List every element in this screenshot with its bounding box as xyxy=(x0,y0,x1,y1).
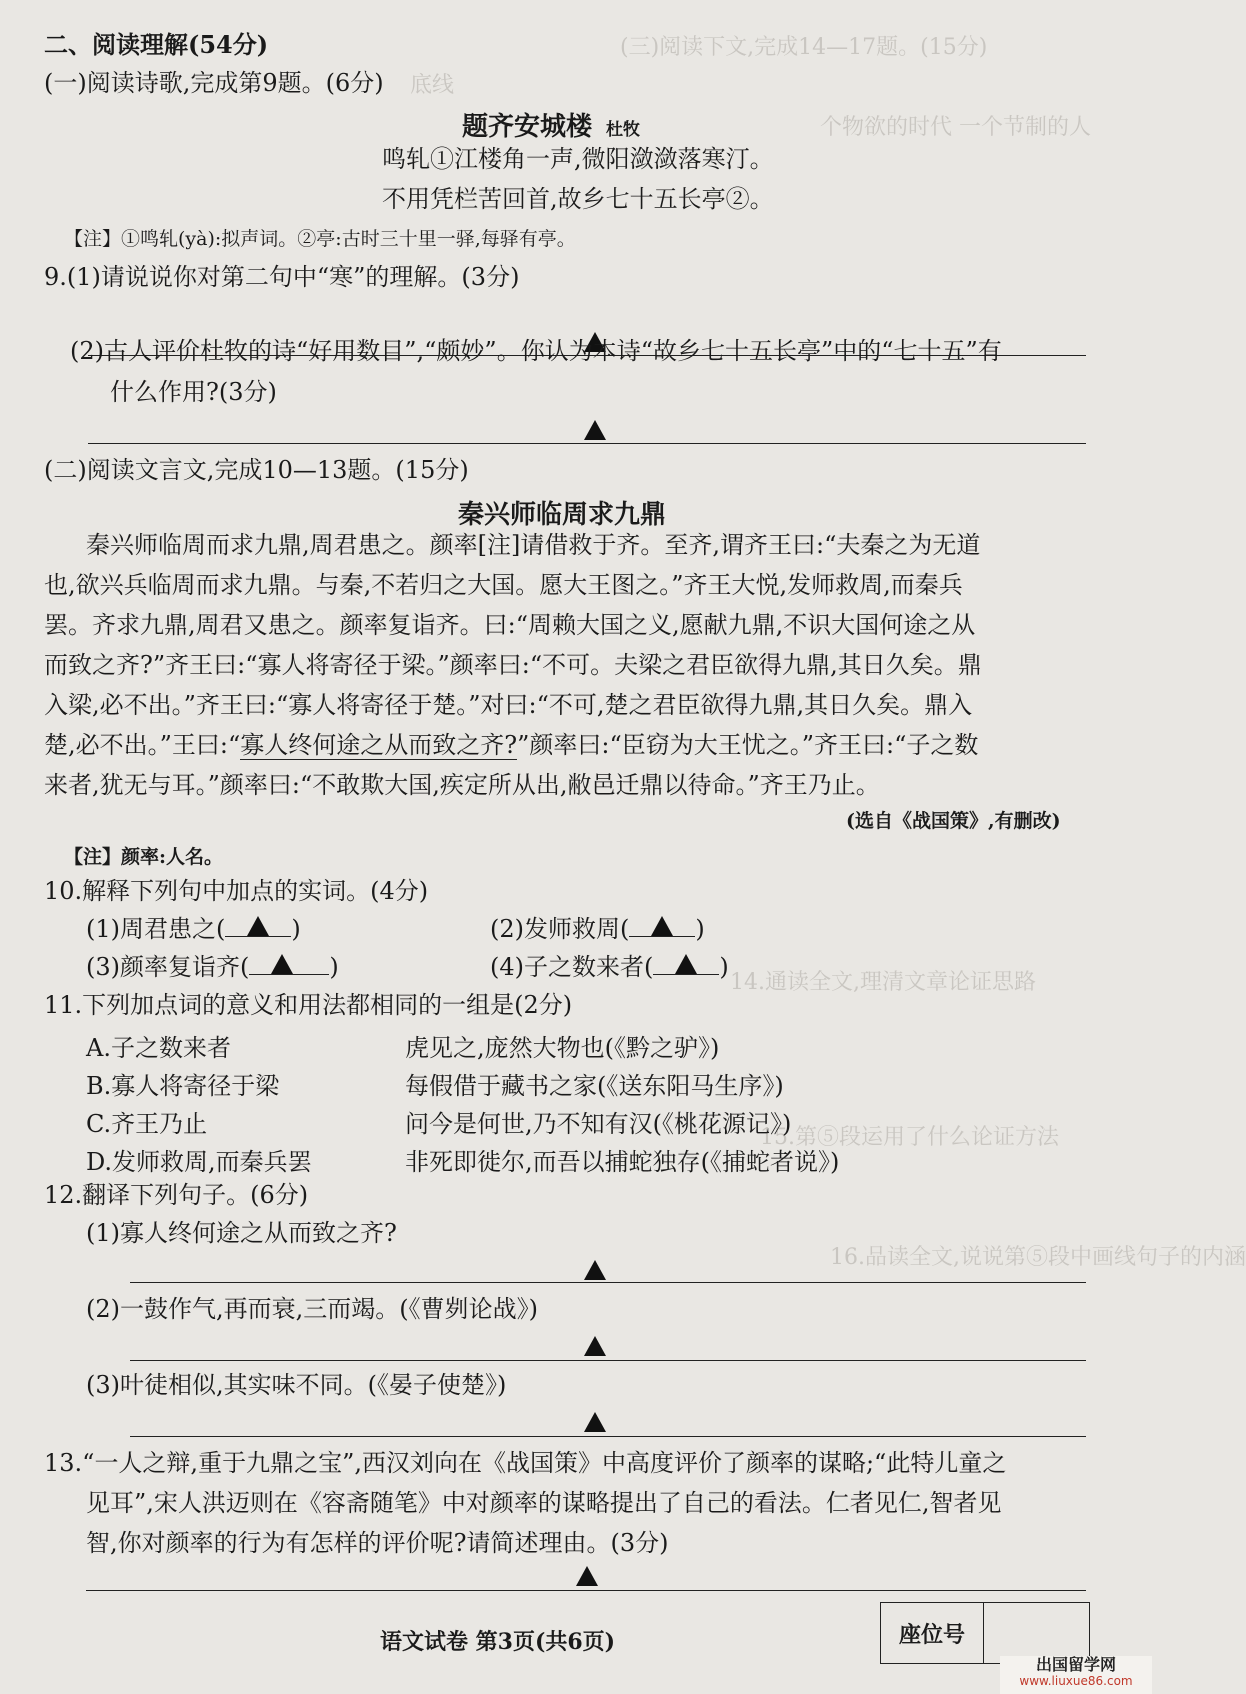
question-10-3 xyxy=(86,952,339,982)
poem-note: 【注】①鸣轧(yà):拟声词。②亭:古时三十里一驿,每驿有亭。 xyxy=(64,228,576,250)
answer-line-12-3[interactable] xyxy=(130,1436,1086,1437)
classical-para-6 xyxy=(44,730,978,760)
answer-blank-10-1[interactable] xyxy=(225,914,291,937)
part2-heading: (二)阅读文言文,完成10—13题。(15分) xyxy=(44,456,469,484)
question-9-2-cont: 什么作用?(3分) xyxy=(110,378,277,406)
question-9-1: 9.(1)请说说你对第二句中“寒”的理解。(3分) xyxy=(44,263,520,291)
question-13-cont-1: 见耳”,宋人洪迈则在《容斋随笔》中对颜率的谋略提出了自己的看法。仁者见仁,智者见 xyxy=(86,1489,1002,1517)
site-watermark xyxy=(1000,1656,1152,1694)
answer-blank-10-3[interactable] xyxy=(249,952,329,975)
classical-para-1: 秦兴师临周而求九鼎,周君患之。颜率[注]请借救于齐。至齐,谓齐王曰:“夫秦之为无道 xyxy=(86,531,981,559)
question-13-cont-2: 智,你对颜率的行为有怎样的评价呢?请简述理由。(3分) xyxy=(86,1529,669,1557)
poem-title xyxy=(462,106,640,143)
question-12-2: (2)一鼓作气,再而衰,三而竭。(《曹刿论战》) xyxy=(86,1295,538,1323)
answer-blank-10-4[interactable] xyxy=(653,952,719,975)
option-d-left[interactable]: D.发师救周,而秦兵罢 xyxy=(86,1148,312,1176)
watermark-name: 出国留学网 xyxy=(1035,1655,1116,1674)
classical-para-2: 也,欲兴兵临周而求九鼎。与秦,不若归之大国。愿大王图之。”齐王大悦,发师救周,而秦兵 xyxy=(44,571,963,599)
question-10: 10.解释下列句中加点的实词。(4分) xyxy=(44,877,429,905)
watermark-url: www.liuxue86.com xyxy=(1019,1674,1133,1688)
part1-heading: (一)阅读诗歌,完成第9题。(6分) xyxy=(44,69,384,97)
option-b-right: 每假借于藏书之家(《送东阳马生序》) xyxy=(405,1072,784,1100)
option-c-right: 问今是何世,乃不知有汉(《桃花源记》) xyxy=(405,1110,792,1138)
classical-para-7: 来者,犹无与耳。”颜率曰:“不敢欺大国,疾定所从出,敝邑迁鼎以待命。”齐王乃止。 xyxy=(44,771,880,799)
question-10-1 xyxy=(86,914,301,944)
answer-blank-10-2[interactable] xyxy=(629,914,695,937)
poem-author: 杜牧 xyxy=(606,120,641,140)
answer-line-9-2[interactable] xyxy=(88,443,1086,444)
answer-marker-icon xyxy=(247,916,269,936)
question-11: 11.下列加点词的意义和用法都相同的一组是(2分) xyxy=(44,991,573,1019)
q10-c-label: (3)颜率复诣齐( xyxy=(86,953,250,981)
answer-line-13[interactable] xyxy=(86,1590,1086,1591)
answer-line-12-1[interactable] xyxy=(130,1282,1086,1283)
ghost-text: 底线 xyxy=(410,73,455,98)
answer-marker-icon xyxy=(584,1336,606,1356)
answer-marker-icon xyxy=(584,1412,606,1432)
answer-line-12-2[interactable] xyxy=(130,1360,1086,1361)
q10-close: ) xyxy=(291,915,301,943)
answer-marker-icon xyxy=(675,954,697,974)
option-d-right: 非死即徙尔,而吾以捕蛇独存(《捕蛇者说》) xyxy=(405,1148,840,1176)
question-12-3: (3)叶徒相似,其实味不同。(《晏子使楚》) xyxy=(86,1371,507,1399)
poem-line-1: 鸣轧①江楼角一声,微阳潋潋落寒汀。 xyxy=(382,145,774,173)
ghost-text: 14.通读全文,理清文章论证思路 xyxy=(730,970,1036,995)
ghost-text: 15.第⑤段运用了什么论证方法 xyxy=(760,1125,1059,1150)
q10-close: ) xyxy=(695,915,705,943)
classical-source: (选自《战国策》,有删改) xyxy=(846,810,1061,832)
question-12-1: (1)寡人终何途之从而致之齐? xyxy=(86,1219,397,1247)
option-a-right: 虎见之,庞然大物也(《黔之驴》) xyxy=(405,1034,720,1062)
classical-para-3: 罢。齐求九鼎,周君又患之。颜率复诣齐。曰:“周赖大国之义,愿献九鼎,不识大国何途之从 xyxy=(44,611,976,639)
q10-d-label: (4)子之数来者( xyxy=(490,953,654,981)
question-10-4 xyxy=(490,952,729,982)
answer-marker-icon xyxy=(651,916,673,936)
seat-number-field[interactable] xyxy=(984,1603,1089,1663)
answer-marker-icon xyxy=(584,1260,606,1280)
classical-note: 【注】颜率:人名。 xyxy=(64,846,224,868)
section-title: 二、阅读理解(54分) xyxy=(44,30,269,59)
option-c-left[interactable]: C.齐王乃止 xyxy=(86,1110,208,1138)
answer-marker-icon xyxy=(584,420,606,440)
page-number: 语文试卷 第3页(共6页) xyxy=(380,1629,616,1655)
classical-para-5: 入梁,必不出。”齐王曰:“寡人将寄径于楚。”对曰:“不可,楚之君臣欲得九鼎,其日久矣。鼎入 xyxy=(44,691,973,719)
classical-title: 秦兴师临周求九鼎 xyxy=(458,500,667,530)
question-10-2 xyxy=(490,914,705,944)
underlined-sentence: 寡人终何途之从而致之齐? xyxy=(240,731,518,759)
question-12: 12.翻译下列句子。(6分) xyxy=(44,1181,309,1209)
option-a-left[interactable]: A.子之数来者 xyxy=(86,1034,231,1062)
q10-close: ) xyxy=(719,953,729,981)
ghost-text: 16.品读全文,说说第⑤段中画线句子的内涵 xyxy=(830,1245,1246,1270)
classical-para-6b: ”颜率曰:“臣窃为大王忧之。”齐王曰:“子之数 xyxy=(517,731,979,759)
ghost-text: 个物欲的时代 一个节制的人 xyxy=(820,115,1091,140)
poem-line-2: 不用凭栏苦回首,故乡七十五长亭②。 xyxy=(382,185,774,213)
classical-para-6a: 楚,必不出。”王曰:“ xyxy=(44,731,241,759)
answer-marker-icon xyxy=(576,1566,598,1586)
question-13: 13.“一人之辩,重于九鼎之宝”,西汉刘向在《战国策》中高度评价了颜率的谋略;“此特儿童之 xyxy=(44,1449,1007,1477)
poem-title-text: 题齐安城楼 xyxy=(462,112,593,142)
answer-marker-icon xyxy=(271,954,293,974)
q10-close: ) xyxy=(329,953,339,981)
q10-b-label: (2)发师救周( xyxy=(490,915,630,943)
option-b-left[interactable]: B.寡人将寄径于梁 xyxy=(86,1072,280,1100)
classical-para-4: 而致之齐?”齐王曰:“寡人将寄径于梁。”颜率曰:“不可。夫梁之君臣欲得九鼎,其日久矣。鼎 xyxy=(44,651,982,679)
q10-a-label: (1)周君患之( xyxy=(86,915,226,943)
ghost-text: (三)阅读下文,完成14—17题。(15分) xyxy=(620,35,988,60)
question-9-2: (2)古人评价杜牧的诗“好用数目”,“颇妙”。你认为本诗“故乡七十五长亭”中的“七十五”有 xyxy=(70,337,1002,365)
seat-number-label: 座位号 xyxy=(881,1603,984,1663)
